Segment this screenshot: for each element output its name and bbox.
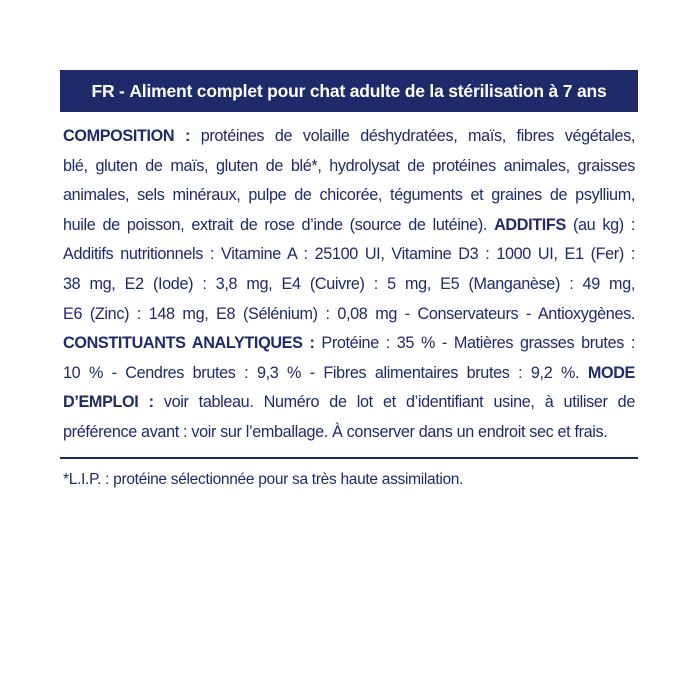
constituants-text: Protéine : 35 % - Matières grasses brutes : <box>321 334 635 353</box>
constituants-text: 10 % - Cendres brutes : 9,3 % - Fibres alimentaires brutes : 9,2 %. <box>63 363 580 382</box>
additifs-unit: (au kg) : <box>572 215 635 234</box>
mode-emploi-label: D’EMPLOI : <box>63 393 154 412</box>
constituants-mode-line <box>63 359 635 389</box>
mode-emploi-text: voir tableau. Numéro de lot et d’identifiant usine, à utiliser de <box>163 393 635 412</box>
header-bar <box>60 70 638 112</box>
constituants-line <box>63 329 635 359</box>
mode-emploi-line <box>63 388 635 418</box>
composition-text: protéines de volaille déshydratées, maïs, fibres végétales, <box>200 127 636 145</box>
language-code: FR - <box>91 80 125 101</box>
label-body <box>60 112 638 448</box>
mode-emploi-line: préférence avant : voir sur l’emballage. À conserver dans un endroit sec et frais. <box>63 422 608 441</box>
additifs-label: ADDITIFS <box>494 215 566 234</box>
label-panel <box>60 70 638 493</box>
composition-label: COMPOSITION : <box>63 127 190 145</box>
composition-text: huile de poisson, extrait de rose d’inde (source de lutéine). <box>63 215 488 234</box>
composition-line: animales, sels minéraux, pulpe de chicorée, téguments et graines de psyllium, <box>63 186 635 205</box>
constituants-label: CONSTITUANTS ANALYTIQUES : <box>63 334 315 353</box>
additifs-line: Additifs nutritionnels : Vitamine A : 25100 UI, Vitamine D3 : 1000 UI, E1 (Fer) : <box>63 245 635 264</box>
additifs-line: E6 (Zinc) : 148 mg, E8 (Sélénium) : 0,08 mg - Conservateurs - Antioxygènes. <box>63 304 635 323</box>
footnote: *L.I.P. : protéine sélectionnée pour sa très haute assimilation. <box>63 470 464 488</box>
composition-additifs-line <box>63 211 635 241</box>
composition-line: blé, gluten de maïs, gluten de blé*, hydrolysat de protéines animales, graisses <box>63 156 635 175</box>
header-title: Aliment complet pour chat adulte de la stérilisation à 7 ans <box>129 80 607 101</box>
divider-rule <box>60 457 638 459</box>
additifs-line: 38 mg, E2 (Iode) : 3,8 mg, E4 (Cuivre) : 5 mg, E5 (Manganèse) : 49 mg, <box>63 274 635 293</box>
mode-emploi-label: MODE <box>587 363 635 382</box>
composition-line <box>63 122 635 152</box>
